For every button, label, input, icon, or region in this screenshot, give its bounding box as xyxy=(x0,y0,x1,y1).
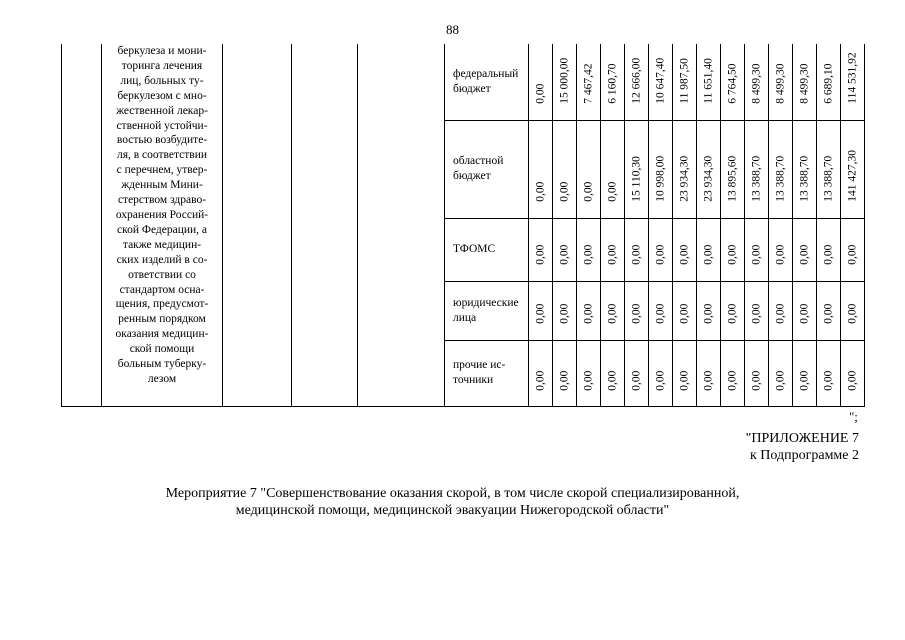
amount-value: 23 934,30 xyxy=(677,155,690,202)
amount-cell xyxy=(529,120,553,218)
amount-cell xyxy=(841,340,865,406)
closing-quote: "; xyxy=(849,409,858,424)
funding-source-label: федеральный бюджет xyxy=(453,67,519,95)
amount-value: 0,00 xyxy=(749,370,762,391)
amount-value: 0,00 xyxy=(677,370,690,391)
amount-value: 0,00 xyxy=(581,370,594,391)
amount-value: 0,00 xyxy=(845,370,858,391)
amount-value: 0,00 xyxy=(773,370,786,391)
amount-value: 0,00 xyxy=(629,244,642,266)
amount-cell xyxy=(529,281,553,340)
amount-cell xyxy=(697,281,721,340)
amount-value: 0,00 xyxy=(629,370,642,391)
amount-value: 0,00 xyxy=(581,244,594,266)
amount-value: 13 388,70 xyxy=(749,155,762,202)
funding-source-label: юридические лица xyxy=(453,296,519,324)
amount-cell xyxy=(745,120,769,218)
amount-value: 0,00 xyxy=(749,304,762,325)
amount-cell xyxy=(817,120,841,218)
amount-value: 13 388,70 xyxy=(773,155,786,202)
amount-cell xyxy=(697,120,721,218)
amount-cell xyxy=(745,281,769,340)
amount-cell xyxy=(745,340,769,406)
amount-cell xyxy=(841,120,865,218)
amount-cell xyxy=(673,218,697,281)
appendix-subtitle: к Подпрограмме 2 xyxy=(749,448,859,463)
amount-cell xyxy=(577,44,601,120)
amount-value: 0,00 xyxy=(821,304,834,325)
description-line: ля, в соответствии xyxy=(116,149,208,162)
amount-value: 0,00 xyxy=(797,370,810,391)
appendix-heading xyxy=(746,430,859,464)
amount-value: 0,00 xyxy=(629,304,642,325)
amount-value: 0,00 xyxy=(557,304,570,325)
amount-value: 0,00 xyxy=(557,370,570,391)
amount-value: 0,00 xyxy=(821,370,834,391)
amount-cell xyxy=(793,340,817,406)
funding-source-label: ТФОМС xyxy=(453,243,496,256)
amount-value: 8 499,30 xyxy=(773,63,786,104)
funding-table xyxy=(61,44,865,407)
amount-cell xyxy=(601,120,625,218)
description-line: стандартом осна- xyxy=(119,283,205,296)
amount-value: 0,00 xyxy=(605,244,618,266)
period-cell xyxy=(292,44,358,407)
amount-value: 0,00 xyxy=(653,304,666,325)
amount-cell xyxy=(745,44,769,120)
amount-cell xyxy=(673,120,697,218)
amount-cell xyxy=(553,281,577,340)
amount-value: 0,00 xyxy=(845,244,858,266)
amount-value: 0,00 xyxy=(725,304,738,325)
amount-cell xyxy=(721,218,745,281)
amount-value: 13 895,60 xyxy=(725,155,738,202)
amount-cell xyxy=(793,44,817,120)
event-title-line-1: Мероприятие 7 "Совершенствование оказания скорой, в том числе скорой специализированной, xyxy=(165,486,740,501)
amount-value: 0,00 xyxy=(653,370,666,391)
amount-cell xyxy=(601,340,625,406)
amount-cell xyxy=(649,120,673,218)
amount-cell xyxy=(817,340,841,406)
amount-cell xyxy=(769,120,793,218)
amount-value: 12 666,00 xyxy=(629,57,642,104)
amount-cell xyxy=(817,44,841,120)
funding-source-cell xyxy=(445,340,529,406)
amount-cell xyxy=(769,340,793,406)
amount-cell xyxy=(553,218,577,281)
amount-value: 0,00 xyxy=(605,181,618,202)
amount-value: 0,00 xyxy=(533,370,546,391)
amount-cell xyxy=(721,281,745,340)
description-line: лезом xyxy=(147,372,177,385)
funding-source-cell xyxy=(445,281,529,340)
page-number: 88 xyxy=(446,22,459,37)
executor-cell xyxy=(223,44,292,407)
amount-cell xyxy=(793,120,817,218)
amount-cell xyxy=(553,44,577,120)
amount-value: 0,00 xyxy=(725,244,738,266)
amount-cell xyxy=(529,340,553,406)
amount-value: 0,00 xyxy=(701,304,714,325)
description-line: больным туберку- xyxy=(117,358,207,371)
amount-cell xyxy=(601,218,625,281)
amount-cell xyxy=(817,218,841,281)
description-line: ской помощи xyxy=(129,343,195,356)
description-line: ренным порядком xyxy=(118,313,206,326)
amount-cell xyxy=(793,281,817,340)
amount-value: 0,00 xyxy=(701,244,714,266)
amount-cell xyxy=(625,44,649,120)
row-number-cell xyxy=(62,44,102,407)
amount-cell xyxy=(601,281,625,340)
amount-cell xyxy=(673,340,697,406)
amount-value: 23 934,30 xyxy=(701,155,714,202)
amount-value: 15 110,30 xyxy=(629,156,642,202)
amount-value: 0,00 xyxy=(701,370,714,391)
amount-value: 6 689,10 xyxy=(821,63,834,104)
indicator-cell xyxy=(358,44,445,407)
amount-value: 0,00 xyxy=(821,244,834,266)
amount-value: 0,00 xyxy=(533,83,546,104)
amount-value: 8 499,30 xyxy=(749,63,762,104)
amount-value: 13 388,70 xyxy=(821,155,834,202)
amount-cell xyxy=(553,340,577,406)
amount-value: 0,00 xyxy=(581,181,594,202)
amount-cell xyxy=(841,281,865,340)
amount-cell xyxy=(625,340,649,406)
description-line: востью возбудите- xyxy=(116,134,208,147)
amount-cell xyxy=(577,281,601,340)
amount-value: 0,00 xyxy=(533,181,546,202)
amount-cell xyxy=(601,44,625,120)
description-line: ответствии со xyxy=(128,268,196,281)
description-line: стерством здраво- xyxy=(117,194,207,207)
amount-cell xyxy=(625,218,649,281)
amount-cell xyxy=(625,120,649,218)
description-line: также медицин- xyxy=(122,238,202,251)
amount-value: 11 987,50 xyxy=(677,58,690,104)
amount-value: 114 531,92 xyxy=(845,52,858,104)
amount-value: 0,00 xyxy=(725,370,738,391)
amount-cell xyxy=(649,218,673,281)
funding-table-body xyxy=(62,44,865,407)
amount-cell xyxy=(841,44,865,120)
funding-source-label: областной бюджет xyxy=(453,155,504,183)
amount-cell xyxy=(673,44,697,120)
amount-value: 0,00 xyxy=(797,244,810,266)
description-line: лиц, больных ту- xyxy=(120,74,204,87)
funding-source-cell xyxy=(445,120,529,218)
amount-value: 6 160,70 xyxy=(605,63,618,104)
amount-cell xyxy=(793,218,817,281)
funding-source-cell xyxy=(445,218,529,281)
amount-cell xyxy=(697,218,721,281)
amount-cell xyxy=(673,281,697,340)
amount-value: 8 499,30 xyxy=(797,63,810,104)
amount-value: 0,00 xyxy=(677,304,690,325)
description-line: жественной лекар- xyxy=(116,104,208,117)
table-row xyxy=(62,44,865,120)
amount-cell xyxy=(577,340,601,406)
amount-value: 15 000,00 xyxy=(557,57,570,104)
description-line: оказания медицин- xyxy=(115,328,209,341)
amount-value: 0,00 xyxy=(605,304,618,325)
amount-value: 0,00 xyxy=(797,304,810,325)
amount-cell xyxy=(577,120,601,218)
amount-value: 7 467,42 xyxy=(581,63,594,104)
description-line: беркулезом с мно- xyxy=(117,89,207,102)
description-line: ственной устойчи- xyxy=(116,119,208,132)
appendix-title: "ПРИЛОЖЕНИЕ 7 xyxy=(745,431,859,446)
amount-cell xyxy=(769,281,793,340)
description-line: ской Федерации, а xyxy=(116,223,208,236)
amount-cell xyxy=(697,44,721,120)
amount-value: 0,00 xyxy=(773,244,786,266)
amount-value: 0,00 xyxy=(845,304,858,325)
amount-cell xyxy=(817,281,841,340)
funding-source-line: точники xyxy=(453,374,494,387)
description-line: жденным Мини- xyxy=(121,179,203,192)
amount-value: 0,00 xyxy=(533,304,546,325)
amount-cell xyxy=(529,44,553,120)
funding-source-cell xyxy=(445,44,529,120)
amount-cell xyxy=(697,340,721,406)
amount-cell xyxy=(649,281,673,340)
event-title xyxy=(0,485,905,519)
amount-value: 10 647,40 xyxy=(653,57,666,104)
amount-value: 11 651,40 xyxy=(701,58,714,104)
amount-value: 0,00 xyxy=(773,304,786,325)
description-line: щения, предусмот- xyxy=(115,298,209,311)
amount-cell xyxy=(577,218,601,281)
funding-source-line: прочие ис- xyxy=(453,359,506,372)
amount-cell xyxy=(721,120,745,218)
amount-value: 0,00 xyxy=(653,244,666,266)
description-line: с перечнем, утвер- xyxy=(116,164,208,177)
amount-value: 141 427,30 xyxy=(845,150,858,202)
amount-value: 6 764,50 xyxy=(725,63,738,104)
amount-cell xyxy=(553,120,577,218)
event-title-line-2: медицинской помощи, медицинской эвакуации Нижегородской области" xyxy=(235,503,670,518)
description-line: ских изделий в со- xyxy=(116,253,208,266)
amount-cell xyxy=(529,218,553,281)
amount-cell xyxy=(721,44,745,120)
amount-value: 0,00 xyxy=(581,304,594,325)
amount-cell xyxy=(769,218,793,281)
amount-cell xyxy=(721,340,745,406)
amount-value: 0,00 xyxy=(557,244,570,266)
amount-value: 0,00 xyxy=(557,181,570,202)
amount-value: 13 388,70 xyxy=(797,155,810,202)
amount-cell xyxy=(649,340,673,406)
amount-value: 0,00 xyxy=(677,244,690,266)
amount-value: 0,00 xyxy=(605,370,618,391)
event-description-cell xyxy=(102,44,223,407)
amount-value: 0,00 xyxy=(533,244,546,266)
description-line: беркулеза и мони- xyxy=(117,45,207,57)
amount-value: 10 998,00 xyxy=(653,155,666,202)
amount-value: 0,00 xyxy=(749,244,762,266)
amount-cell xyxy=(649,44,673,120)
amount-cell xyxy=(841,218,865,281)
amount-cell xyxy=(745,218,769,281)
amount-cell xyxy=(625,281,649,340)
description-line: торинга лечения xyxy=(121,59,203,72)
description-line: охранения Россий- xyxy=(115,208,209,221)
amount-cell xyxy=(769,44,793,120)
